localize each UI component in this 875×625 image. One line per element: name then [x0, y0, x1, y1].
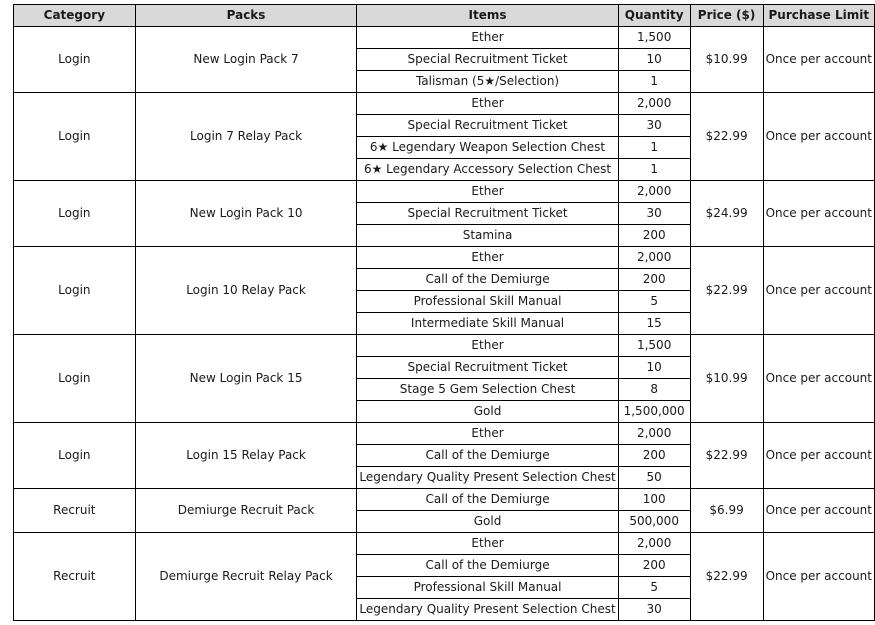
item-quantity-cell: 1 — [618, 71, 690, 93]
item-quantity-cell: 2,000 — [618, 423, 690, 445]
header-row — [14, 5, 875, 27]
item-quantity-cell: 1,500,000 — [618, 401, 690, 423]
item-name-cell: Legendary Quality Present Selection Chest — [357, 599, 618, 621]
item-name-cell: Gold — [357, 401, 618, 423]
price-cell: $22.99 — [690, 423, 763, 489]
item-name-cell: Stage 5 Gem Selection Chest — [357, 379, 618, 401]
category-cell: Recruit — [14, 533, 136, 621]
price-cell: $10.99 — [690, 27, 763, 93]
item-quantity-cell: 2,000 — [618, 247, 690, 269]
price-cell: $22.99 — [690, 533, 763, 621]
table-row — [14, 247, 875, 269]
item-name-cell: Special Recruitment Ticket — [357, 357, 618, 379]
item-name-cell: Professional Skill Manual — [357, 577, 618, 599]
item-quantity-cell: 1 — [618, 159, 690, 181]
category-cell: Login — [14, 247, 136, 335]
item-quantity-cell: 8 — [618, 379, 690, 401]
item-name-cell: Professional Skill Manual — [357, 291, 618, 313]
item-quantity-cell: 30 — [618, 203, 690, 225]
item-name-cell: Ether — [357, 533, 618, 555]
price-cell: $22.99 — [690, 247, 763, 335]
header-category: Category — [14, 5, 136, 27]
header-quantity: Quantity — [618, 5, 690, 27]
pack-name-cell: Demiurge Recruit Pack — [135, 489, 357, 533]
item-name-cell: Ether — [357, 423, 618, 445]
category-cell: Login — [14, 181, 136, 247]
packs-table — [13, 4, 875, 621]
item-quantity-cell: 15 — [618, 313, 690, 335]
item-name-cell: Special Recruitment Ticket — [357, 49, 618, 71]
price-cell: $10.99 — [690, 335, 763, 423]
item-name-cell: Call of the Demiurge — [357, 445, 618, 467]
pack-name-cell: New Login Pack 7 — [135, 27, 357, 93]
item-quantity-cell: 2,000 — [618, 181, 690, 203]
purchase-limit-cell: Once per account — [763, 335, 874, 423]
item-quantity-cell: 10 — [618, 357, 690, 379]
item-name-cell: Special Recruitment Ticket — [357, 203, 618, 225]
item-quantity-cell: 1,500 — [618, 27, 690, 49]
price-cell: $24.99 — [690, 181, 763, 247]
category-cell: Recruit — [14, 489, 136, 533]
item-quantity-cell: 5 — [618, 291, 690, 313]
item-name-cell: 6★ Legendary Accessory Selection Chest — [357, 159, 618, 181]
header-items: Items — [357, 5, 618, 27]
item-name-cell: Talisman (5★/Selection) — [357, 71, 618, 93]
pack-name-cell: Demiurge Recruit Relay Pack — [135, 533, 357, 621]
item-quantity-cell: 2,000 — [618, 533, 690, 555]
item-quantity-cell: 200 — [618, 269, 690, 291]
table-row — [14, 27, 875, 49]
item-name-cell: Stamina — [357, 225, 618, 247]
category-cell: Login — [14, 335, 136, 423]
item-name-cell: Gold — [357, 511, 618, 533]
item-quantity-cell: 10 — [618, 49, 690, 71]
purchase-limit-cell: Once per account — [763, 27, 874, 93]
pack-name-cell: Login 15 Relay Pack — [135, 423, 357, 489]
item-name-cell: Ether — [357, 247, 618, 269]
item-quantity-cell: 1 — [618, 137, 690, 159]
pack-name-cell: Login 10 Relay Pack — [135, 247, 357, 335]
price-cell: $22.99 — [690, 93, 763, 181]
table-row — [14, 181, 875, 203]
item-name-cell: Special Recruitment Ticket — [357, 115, 618, 137]
item-quantity-cell: 200 — [618, 555, 690, 577]
table-row — [14, 423, 875, 445]
item-quantity-cell: 50 — [618, 467, 690, 489]
item-name-cell: Call of the Demiurge — [357, 555, 618, 577]
pack-name-cell: New Login Pack 10 — [135, 181, 357, 247]
purchase-limit-cell: Once per account — [763, 533, 874, 621]
item-name-cell: Legendary Quality Present Selection Chest — [357, 467, 618, 489]
header-packs: Packs — [135, 5, 357, 27]
header-purchase-limit: Purchase Limit — [763, 5, 874, 27]
item-name-cell: Ether — [357, 27, 618, 49]
category-cell: Login — [14, 93, 136, 181]
header-price: Price ($) — [690, 5, 763, 27]
item-quantity-cell: 100 — [618, 489, 690, 511]
table-row — [14, 533, 875, 555]
item-name-cell: Call of the Demiurge — [357, 489, 618, 511]
item-quantity-cell: 5 — [618, 577, 690, 599]
item-name-cell: Intermediate Skill Manual — [357, 313, 618, 335]
pack-name-cell: Login 7 Relay Pack — [135, 93, 357, 181]
purchase-limit-cell: Once per account — [763, 247, 874, 335]
category-cell: Login — [14, 27, 136, 93]
item-quantity-cell: 30 — [618, 599, 690, 621]
item-quantity-cell: 200 — [618, 225, 690, 247]
purchase-limit-cell: Once per account — [763, 93, 874, 181]
item-quantity-cell: 2,000 — [618, 93, 690, 115]
purchase-limit-cell: Once per account — [763, 181, 874, 247]
category-cell: Login — [14, 423, 136, 489]
table-body — [14, 27, 875, 621]
item-quantity-cell: 30 — [618, 115, 690, 137]
table-row — [14, 93, 875, 115]
table-row — [14, 335, 875, 357]
item-name-cell: Call of the Demiurge — [357, 269, 618, 291]
item-quantity-cell: 500,000 — [618, 511, 690, 533]
item-quantity-cell: 200 — [618, 445, 690, 467]
price-cell: $6.99 — [690, 489, 763, 533]
purchase-limit-cell: Once per account — [763, 489, 874, 533]
table-header — [14, 5, 875, 27]
item-quantity-cell: 1,500 — [618, 335, 690, 357]
item-name-cell: Ether — [357, 93, 618, 115]
item-name-cell: 6★ Legendary Weapon Selection Chest — [357, 137, 618, 159]
item-name-cell: Ether — [357, 335, 618, 357]
item-name-cell: Ether — [357, 181, 618, 203]
purchase-limit-cell: Once per account — [763, 423, 874, 489]
pack-name-cell: New Login Pack 15 — [135, 335, 357, 423]
table-row — [14, 489, 875, 511]
